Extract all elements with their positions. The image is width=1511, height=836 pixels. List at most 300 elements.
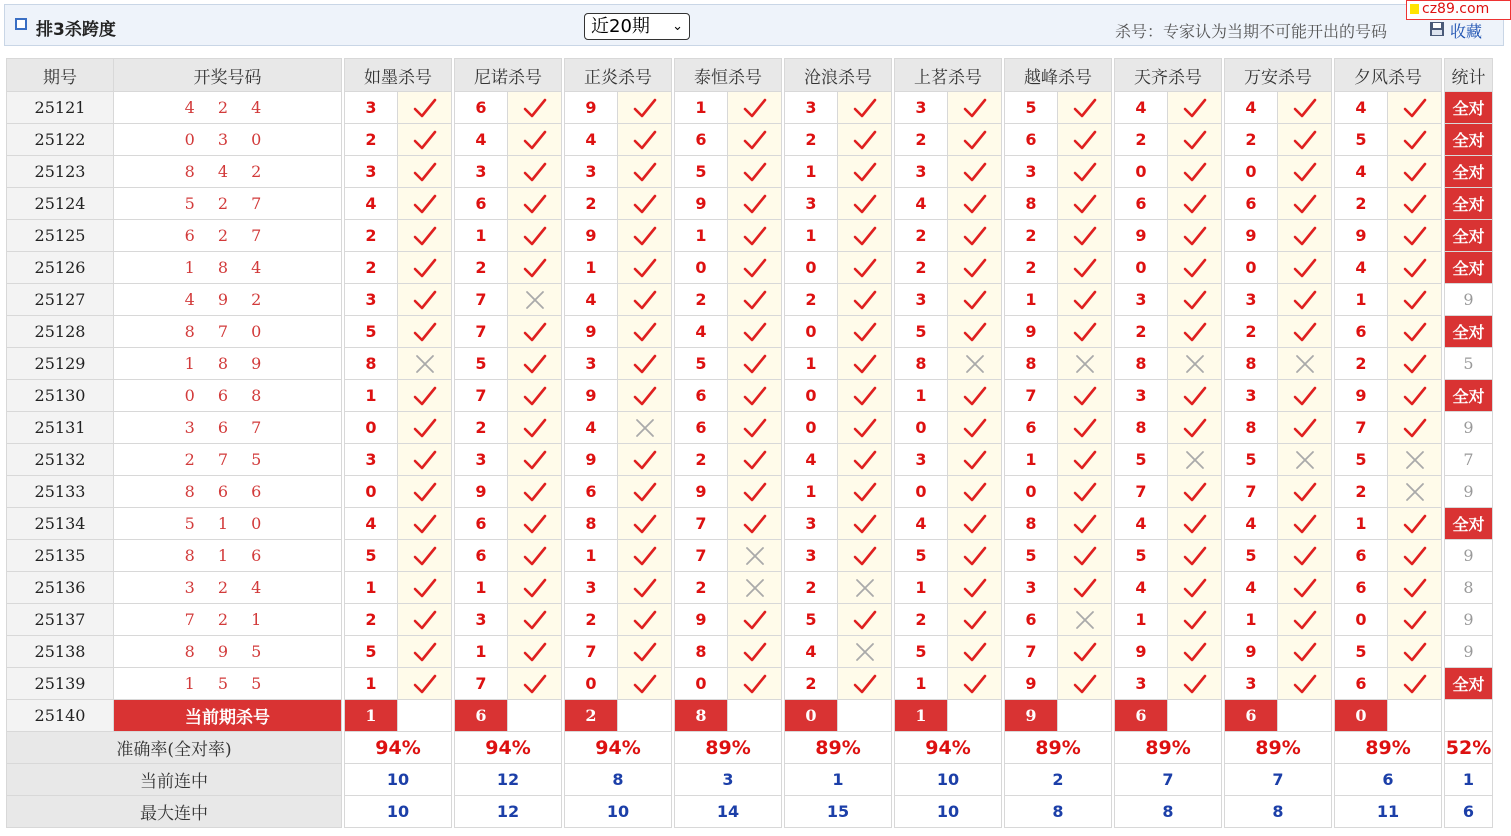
result-mark-cell (508, 668, 562, 700)
max-streak-row-value: 12 (455, 796, 562, 828)
stat-cell: 7 (1445, 444, 1493, 476)
result-mark-cell (1278, 220, 1332, 252)
result-mark-cell (1058, 540, 1112, 572)
draw-number-cell: 8 7 0 (114, 316, 342, 348)
draw-number-cell: 1 8 9 (114, 348, 342, 380)
check-icon (853, 129, 877, 151)
result-mark-cell (1168, 348, 1222, 380)
check-icon (963, 577, 987, 599)
max-streak-row-value: 8 (1115, 796, 1222, 828)
kill-number-cell: 6 (565, 476, 618, 508)
kill-number-cell: 2 (675, 284, 728, 316)
cross-icon (1074, 353, 1096, 375)
kill-number-cell: 4 (785, 444, 838, 476)
check-icon (963, 225, 987, 247)
result-mark-cell (1388, 188, 1442, 220)
stat-cell: 全对 (1445, 668, 1493, 700)
cross-icon (1184, 449, 1206, 471)
kill-number-cell: 9 (675, 604, 728, 636)
result-mark-cell (948, 572, 1002, 604)
kill-number-cell: 2 (895, 124, 948, 156)
result-mark-cell (508, 220, 562, 252)
result-mark-cell (1278, 92, 1332, 124)
kill-number-cell: 6 (1335, 668, 1388, 700)
check-icon (633, 193, 657, 215)
check-icon (523, 545, 547, 567)
check-icon (1183, 321, 1207, 343)
check-icon (413, 97, 437, 119)
kill-number-cell: 3 (1115, 380, 1168, 412)
check-icon (743, 673, 767, 695)
kill-number-cell: 1 (345, 668, 398, 700)
check-icon (963, 417, 987, 439)
result-mark-cell (1058, 220, 1112, 252)
draw-number-cell: 4 2 4 (114, 92, 342, 124)
result-mark-cell (618, 252, 672, 284)
check-icon (853, 193, 877, 215)
kill-number-cell: 5 (345, 316, 398, 348)
kill-number-cell: 5 (1005, 540, 1058, 572)
save-icon[interactable] (1429, 21, 1445, 37)
cross-icon (1294, 449, 1316, 471)
result-mark-cell (508, 476, 562, 508)
kill-number-cell: 5 (895, 540, 948, 572)
current-kill-number: 0 (785, 700, 838, 732)
max-streak-row-value: 10 (895, 796, 1002, 828)
check-icon (743, 513, 767, 535)
result-mark-cell (1058, 604, 1112, 636)
kill-number-cell: 4 (1335, 156, 1388, 188)
site-watermark: cz89.com (1406, 0, 1511, 20)
result-mark-cell (1168, 252, 1222, 284)
result-mark-cell (508, 92, 562, 124)
kill-number-cell: 5 (345, 636, 398, 668)
result-mark-cell (838, 444, 892, 476)
result-mark-cell (508, 156, 562, 188)
result-mark-cell (948, 124, 1002, 156)
kill-number-cell: 8 (675, 636, 728, 668)
kill-number-cell: 1 (1005, 284, 1058, 316)
result-mark-cell (1058, 444, 1112, 476)
check-icon (963, 257, 987, 279)
result-mark-cell (1278, 188, 1332, 220)
result-mark-cell (838, 252, 892, 284)
check-icon (853, 161, 877, 183)
kill-number-cell: 1 (1335, 508, 1388, 540)
result-mark-cell (618, 92, 672, 124)
kill-number-cell: 4 (455, 124, 508, 156)
kill-number-cell: 3 (1225, 380, 1278, 412)
issue-cell: 25121 (7, 92, 114, 124)
result-mark-cell (618, 668, 672, 700)
cross-icon (634, 417, 656, 439)
max-streak-row-value: 11 (1335, 796, 1442, 828)
col-header-expert: 天齐杀号 (1115, 59, 1222, 92)
check-icon (523, 577, 547, 599)
result-mark-cell (728, 412, 782, 444)
result-mark-cell (948, 316, 1002, 348)
check-icon (963, 97, 987, 119)
result-mark-cell (508, 252, 562, 284)
max-streak-row-value: 10 (565, 796, 672, 828)
kill-number-cell: 9 (1005, 316, 1058, 348)
result-mark-cell (618, 220, 672, 252)
check-icon (853, 353, 877, 375)
result-mark-cell (1388, 252, 1442, 284)
max-streak-row-value: 10 (345, 796, 452, 828)
kill-number-cell: 0 (1225, 252, 1278, 284)
result-mark-cell (728, 636, 782, 668)
check-icon (743, 385, 767, 407)
result-mark-cell (508, 380, 562, 412)
result-mark-cell (398, 348, 452, 380)
kill-number-cell: 4 (565, 412, 618, 444)
table-row (7, 92, 1493, 124)
result-mark-cell (728, 252, 782, 284)
check-icon (1073, 417, 1097, 439)
result-mark-cell (1388, 572, 1442, 604)
result-mark-cell (1058, 636, 1112, 668)
issue-cell: 25132 (7, 444, 114, 476)
current-kill-number: 6 (455, 700, 508, 732)
kill-number-cell: 2 (895, 252, 948, 284)
result-mark-cell (1278, 540, 1332, 572)
current-streak-row-stat: 1 (1445, 764, 1493, 796)
cross-icon (1404, 481, 1426, 503)
result-mark-cell (728, 124, 782, 156)
kill-number-cell: 3 (895, 444, 948, 476)
result-mark-cell (838, 124, 892, 156)
kill-number-cell: 1 (565, 252, 618, 284)
result-mark-cell (728, 604, 782, 636)
kill-number-cell: 9 (565, 444, 618, 476)
result-mark-cell (1278, 604, 1332, 636)
result-mark-cell (508, 284, 562, 316)
result-mark-cell (838, 604, 892, 636)
kill-number-cell: 3 (345, 156, 398, 188)
check-icon (1403, 385, 1427, 407)
max-streak-row (7, 796, 1493, 828)
check-icon (523, 449, 547, 471)
result-mark-cell (1058, 316, 1112, 348)
kill-number-cell: 4 (895, 188, 948, 220)
result-mark-cell (1168, 508, 1222, 540)
check-icon (1293, 193, 1317, 215)
check-icon (413, 385, 437, 407)
kill-number-cell: 4 (565, 124, 618, 156)
kill-number-cell: 3 (565, 572, 618, 604)
result-mark-cell (398, 188, 452, 220)
col-header-expert: 沧浪杀号 (785, 59, 892, 92)
check-icon (523, 513, 547, 535)
result-mark-cell (1058, 412, 1112, 444)
check-icon (963, 481, 987, 503)
check-icon (1183, 609, 1207, 631)
result-mark-cell (1388, 124, 1442, 156)
result-mark-cell (838, 348, 892, 380)
check-icon (413, 225, 437, 247)
result-mark-cell (1388, 412, 1442, 444)
kill-number-cell: 4 (675, 316, 728, 348)
result-mark-cell (948, 348, 1002, 380)
check-icon (633, 673, 657, 695)
issue-cell: 25124 (7, 188, 114, 220)
result-mark-cell (1388, 220, 1442, 252)
result-mark-cell (1388, 316, 1442, 348)
result-mark-cell (508, 188, 562, 220)
check-icon (633, 609, 657, 631)
check-icon (1293, 641, 1317, 663)
result-mark-cell (838, 220, 892, 252)
check-icon (1183, 225, 1207, 247)
kill-number-cell: 2 (565, 604, 618, 636)
result-mark-cell (948, 636, 1002, 668)
check-icon (1293, 545, 1317, 567)
check-icon (633, 641, 657, 663)
result-mark-cell (398, 668, 452, 700)
check-icon (633, 353, 657, 375)
kill-number-cell: 7 (1005, 380, 1058, 412)
kill-number-cell: 8 (345, 348, 398, 380)
result-mark-cell (1278, 348, 1332, 380)
stat-cell: 9 (1445, 604, 1493, 636)
check-icon (413, 577, 437, 599)
table-row (7, 444, 1493, 476)
kill-number-cell: 3 (1005, 156, 1058, 188)
kill-number-cell: 5 (1225, 444, 1278, 476)
accuracy-row-value: 89% (785, 732, 892, 764)
kill-number-cell: 5 (345, 540, 398, 572)
result-mark-cell (838, 92, 892, 124)
check-icon (413, 289, 437, 311)
kill-number-cell: 1 (785, 476, 838, 508)
kill-number-cell: 0 (1225, 156, 1278, 188)
check-icon (853, 289, 877, 311)
result-mark-cell (728, 540, 782, 572)
result-mark-cell (618, 156, 672, 188)
check-icon (1073, 129, 1097, 151)
check-icon (1183, 385, 1207, 407)
result-mark-cell (838, 508, 892, 540)
stat-cell: 8 (1445, 572, 1493, 604)
kill-number-cell: 2 (675, 444, 728, 476)
check-icon (1403, 321, 1427, 343)
result-mark-cell (1278, 252, 1332, 284)
check-icon (1293, 257, 1317, 279)
result-mark-cell (1168, 668, 1222, 700)
result-mark-cell (1388, 380, 1442, 412)
table-row (7, 252, 1493, 284)
kill-number-cell: 2 (1115, 316, 1168, 348)
check-icon (1293, 161, 1317, 183)
check-icon (743, 289, 767, 311)
current-stat-blank (1445, 700, 1493, 732)
kill-number-cell: 3 (565, 156, 618, 188)
result-mark-cell (398, 380, 452, 412)
max-streak-row-value: 15 (785, 796, 892, 828)
check-icon (1073, 193, 1097, 215)
check-icon (743, 161, 767, 183)
kill-number-cell: 0 (1005, 476, 1058, 508)
kill-number-cell: 5 (1115, 540, 1168, 572)
check-icon (1403, 129, 1427, 151)
stat-cell: 全对 (1445, 188, 1493, 220)
check-icon (1073, 577, 1097, 599)
table-row (7, 540, 1493, 572)
result-mark-cell (1278, 508, 1332, 540)
check-icon (1293, 673, 1317, 695)
max-streak-row-value: 8 (1005, 796, 1112, 828)
result-mark-cell (838, 284, 892, 316)
check-icon (633, 97, 657, 119)
result-mark-cell (398, 156, 452, 188)
result-mark-cell (728, 444, 782, 476)
current-kill-blank (1278, 700, 1332, 732)
kill-number-cell: 7 (1335, 412, 1388, 444)
kill-number-cell: 6 (1005, 604, 1058, 636)
check-icon (853, 385, 877, 407)
kill-number-cell: 5 (1005, 92, 1058, 124)
kill-number-cell: 1 (345, 380, 398, 412)
result-mark-cell (948, 476, 1002, 508)
result-mark-cell (1168, 156, 1222, 188)
kill-number-cell: 7 (675, 540, 728, 572)
favorite-link[interactable]: 收藏 (1450, 22, 1483, 41)
current-streak-row-value: 12 (455, 764, 562, 796)
current-streak-row-value: 7 (1225, 764, 1332, 796)
kill-number-cell: 2 (785, 284, 838, 316)
check-icon (743, 193, 767, 215)
check-icon (963, 129, 987, 151)
stat-cell: 全对 (1445, 380, 1493, 412)
kill-number-cell: 4 (1115, 92, 1168, 124)
stat-cell: 9 (1445, 540, 1493, 572)
draw-number-cell: 6 2 7 (114, 220, 342, 252)
result-mark-cell (398, 540, 452, 572)
check-icon (413, 673, 437, 695)
kill-number-cell: 9 (455, 476, 508, 508)
result-mark-cell (1058, 476, 1112, 508)
check-icon (1403, 609, 1427, 631)
check-icon (1403, 257, 1427, 279)
kill-number-cell: 8 (565, 508, 618, 540)
result-mark-cell (618, 412, 672, 444)
check-icon (1073, 225, 1097, 247)
accuracy-row-value: 89% (1005, 732, 1112, 764)
result-mark-cell (948, 412, 1002, 444)
draw-number-cell: 8 6 6 (114, 476, 342, 508)
result-mark-cell (618, 444, 672, 476)
result-mark-cell (1058, 572, 1112, 604)
result-mark-cell (618, 348, 672, 380)
kill-number-cell: 1 (455, 572, 508, 604)
kill-number-cell: 4 (1115, 572, 1168, 604)
check-icon (853, 97, 877, 119)
result-mark-cell (1388, 92, 1442, 124)
result-mark-cell (398, 476, 452, 508)
col-header-expert: 正炎杀号 (565, 59, 672, 92)
accuracy-row-value: 94% (455, 732, 562, 764)
check-icon (853, 673, 877, 695)
col-header-stat: 统计 (1445, 59, 1493, 92)
check-icon (633, 545, 657, 567)
check-icon (853, 481, 877, 503)
check-icon (413, 481, 437, 503)
current-kill-blank (1058, 700, 1112, 732)
draw-number-cell: 8 4 2 (114, 156, 342, 188)
result-mark-cell (838, 540, 892, 572)
check-icon (1183, 545, 1207, 567)
kill-number-cell: 9 (1225, 220, 1278, 252)
check-icon (1073, 673, 1097, 695)
kill-number-cell: 7 (455, 380, 508, 412)
result-mark-cell (838, 156, 892, 188)
check-icon (633, 481, 657, 503)
period-select[interactable] (584, 13, 690, 40)
table-row (7, 604, 1493, 636)
kill-number-cell: 9 (565, 380, 618, 412)
kill-number-cell: 0 (895, 412, 948, 444)
kill-number-cell: 4 (785, 636, 838, 668)
draw-number-cell: 2 7 5 (114, 444, 342, 476)
check-icon (1403, 417, 1427, 439)
check-icon (1293, 609, 1317, 631)
check-icon (743, 417, 767, 439)
check-icon (523, 385, 547, 407)
result-mark-cell (948, 508, 1002, 540)
kill-number-cell: 3 (895, 156, 948, 188)
cross-icon (524, 289, 546, 311)
stat-cell: 9 (1445, 636, 1493, 668)
accuracy-row-label: 准确率(全对率) (7, 732, 342, 764)
check-icon (1073, 161, 1097, 183)
kill-number-cell: 2 (345, 604, 398, 636)
issue-cell: 25137 (7, 604, 114, 636)
check-icon (963, 609, 987, 631)
issue-cell: 25129 (7, 348, 114, 380)
stat-cell: 全对 (1445, 508, 1493, 540)
accuracy-row-value: 89% (675, 732, 782, 764)
check-icon (1183, 161, 1207, 183)
result-mark-cell (1278, 156, 1332, 188)
check-icon (1073, 321, 1097, 343)
check-icon (633, 129, 657, 151)
current-kill-blank (1168, 700, 1222, 732)
result-mark-cell (618, 572, 672, 604)
kill-number-cell: 2 (1115, 124, 1168, 156)
result-mark-cell (618, 476, 672, 508)
result-mark-cell (728, 508, 782, 540)
kill-number-cell: 3 (785, 92, 838, 124)
issue-cell: 25139 (7, 668, 114, 700)
col-header-expert: 如墨杀号 (345, 59, 452, 92)
kill-number-cell: 1 (345, 572, 398, 604)
kill-number-cell: 2 (345, 252, 398, 284)
result-mark-cell (728, 572, 782, 604)
kill-number-cell: 8 (1225, 412, 1278, 444)
kill-number-cell: 7 (455, 316, 508, 348)
kill-number-cell: 1 (565, 540, 618, 572)
current-kill-number: 8 (675, 700, 728, 732)
check-icon (413, 257, 437, 279)
check-icon (633, 385, 657, 407)
kill-number-cell: 0 (565, 668, 618, 700)
current-kill-blank (948, 700, 1002, 732)
result-mark-cell (1058, 668, 1112, 700)
check-icon (1293, 417, 1317, 439)
issue-cell: 25140 (7, 700, 114, 732)
kill-number-cell: 4 (1335, 92, 1388, 124)
